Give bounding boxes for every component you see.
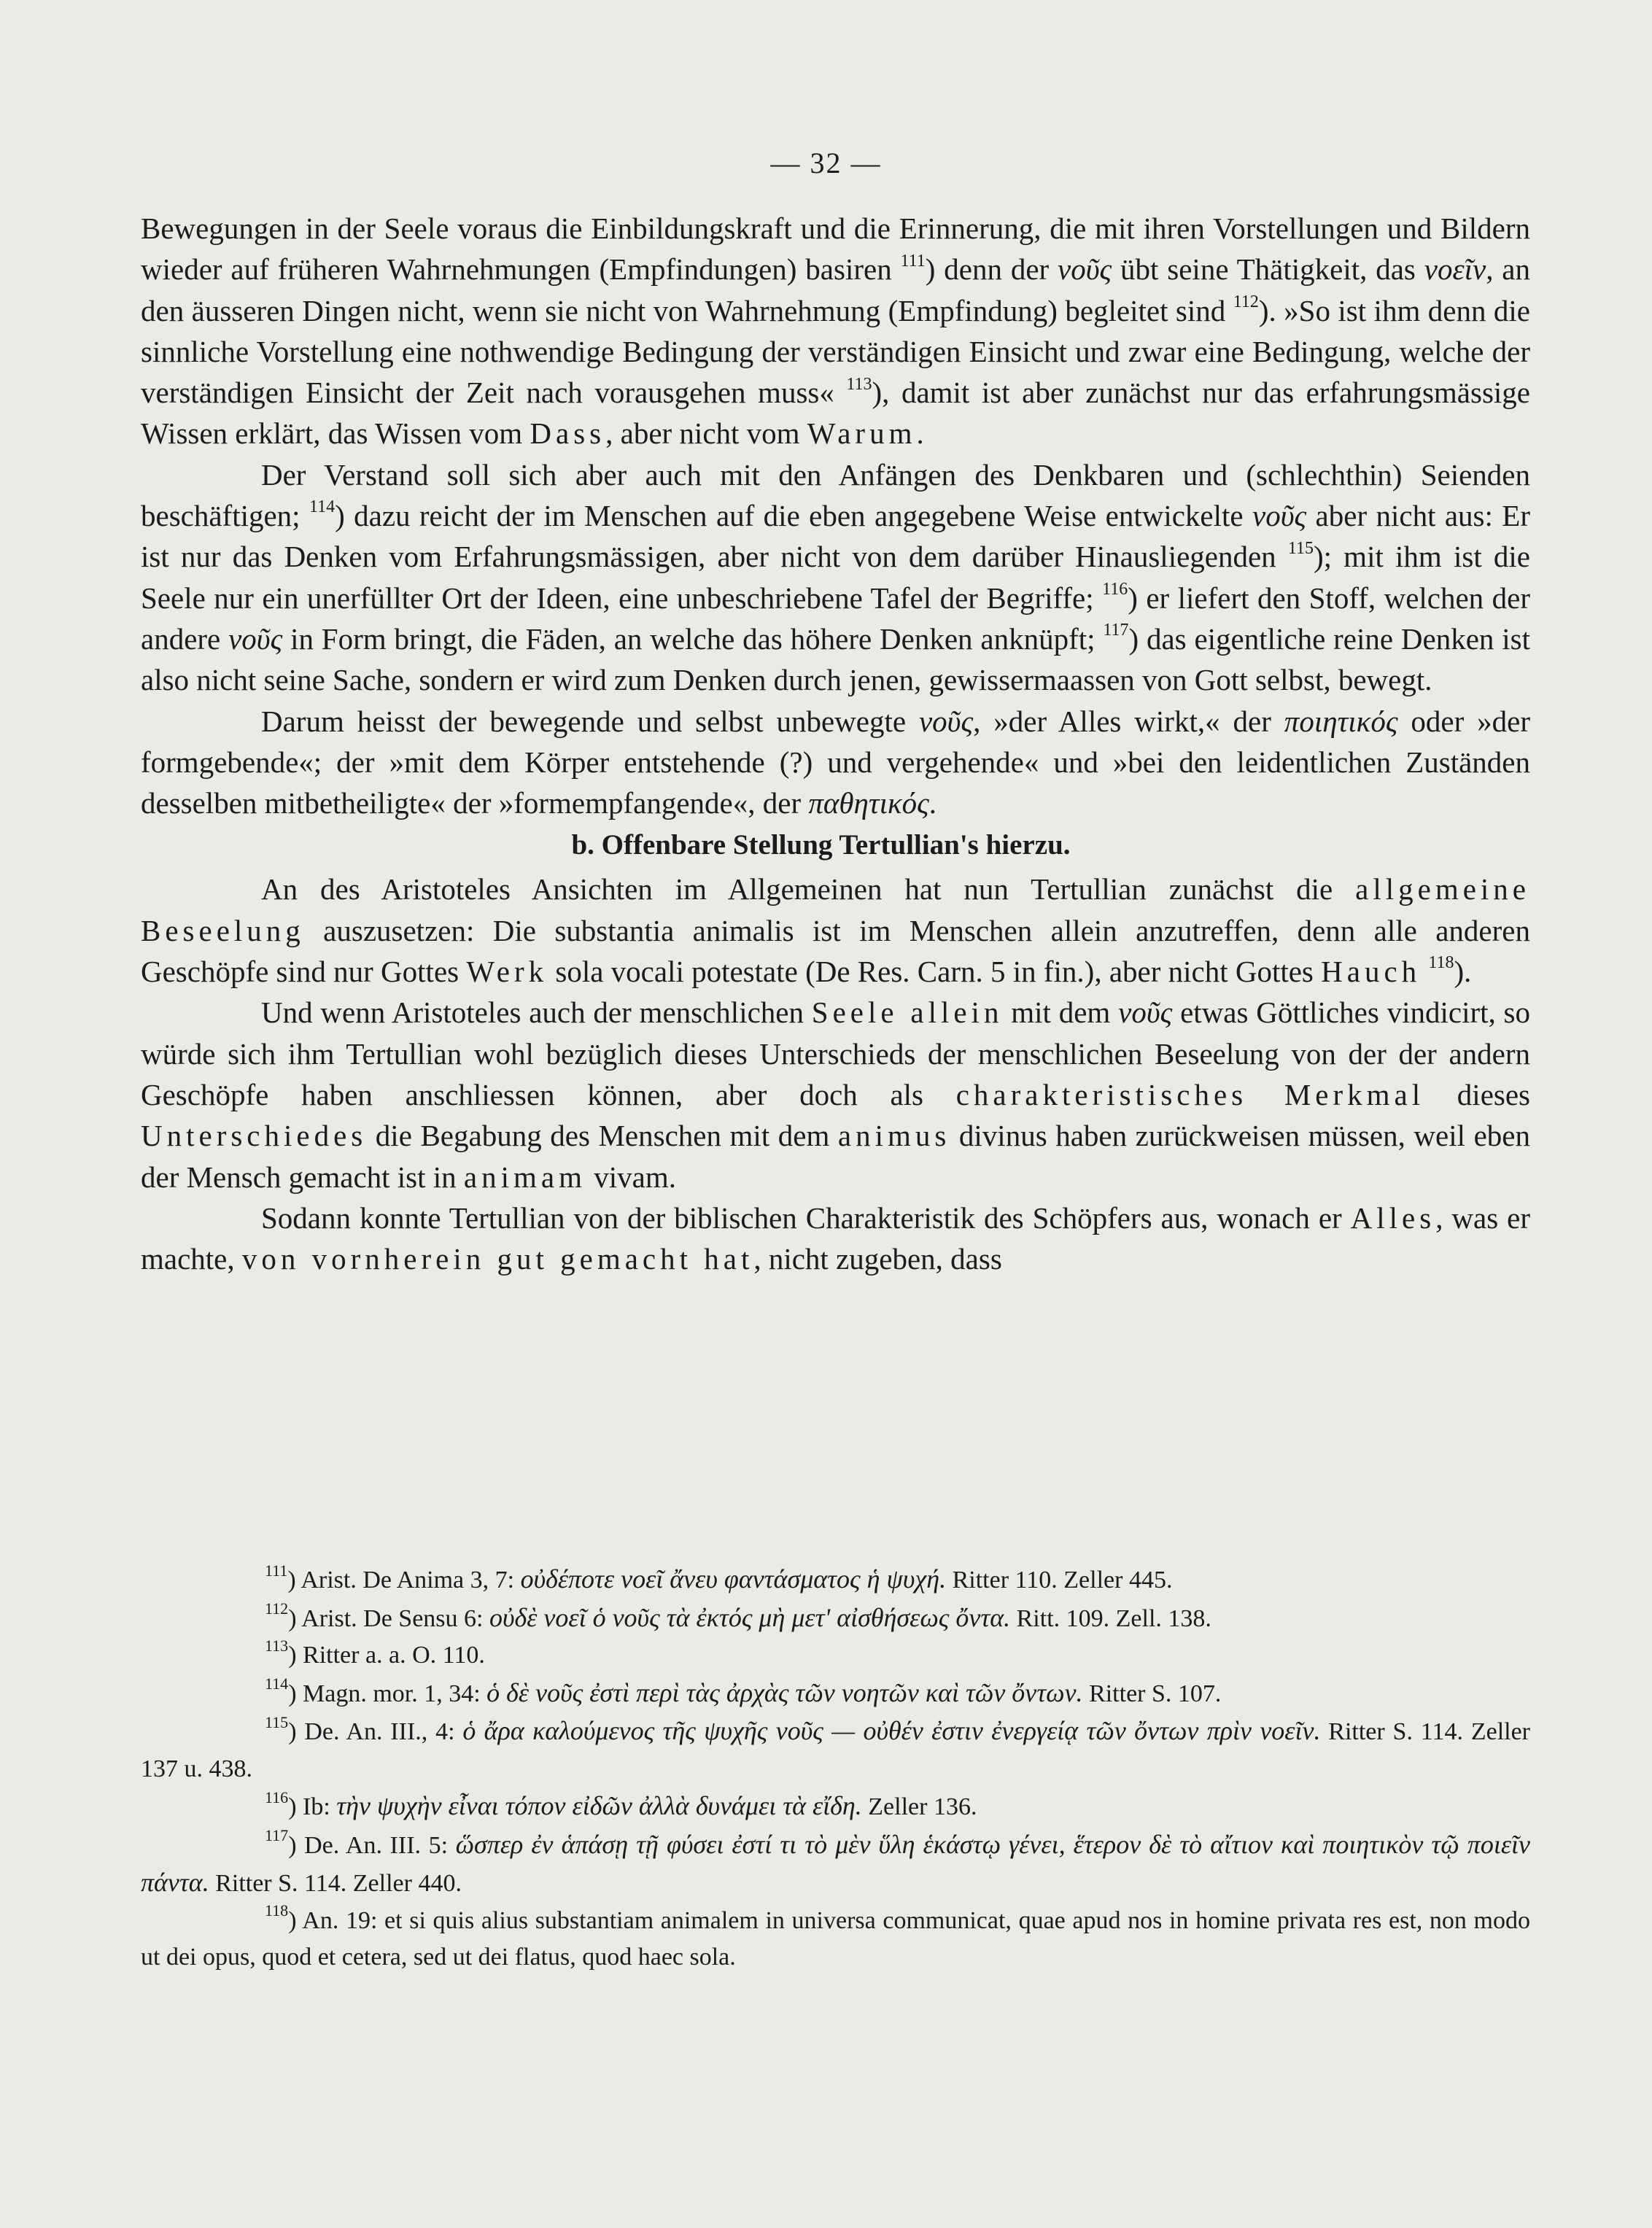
main-text <box>141 208 1530 1279</box>
text-run: Und wenn Aristoteles auch der menschlichen <box>261 995 812 1030</box>
text-run: Darum heisst der bewegende und selbst unbewegte <box>261 704 919 738</box>
greek-term: ὁ δὲ νοῦς ἐστὶ περὶ τὰς ἀρχὰς τῶν νοητῶν καὶ τῶν ὄντων. <box>486 1677 1083 1707</box>
greek-term: ὥσπερ ἐν ἁπάσῃ τῇ φύσει ἐστί τι τὸ μὲν ὕλη ἑκάστῳ γένει, ἕτερον δὲ τὸ αἴτιον καὶ ποιητικὸν τῷ ποιεῖν πάντα. <box>141 1829 1530 1897</box>
text-run: ) dazu reicht der im Menschen auf die eben angegebene Weise entwickelte <box>335 499 1252 533</box>
footnote-marker: 117 <box>1103 621 1129 640</box>
text-run: ) das eigentliche reine Denken ist also nicht seine Sache, sondern er wird zum Denken durch jenen, gewissermaassen von Gott selbst, bewegt. <box>141 621 1531 697</box>
spaced-emphasis: von vornherein gut gemacht hat <box>241 1242 754 1276</box>
text-run: divinus haben zurückweisen müssen, weil eben der Mensch gemacht ist in <box>141 1119 1530 1194</box>
text-run: ) Arist. De Anima 3, 7: <box>287 1567 521 1594</box>
spaced-emphasis: Seele allein <box>811 995 1004 1030</box>
text-run: ) De. An. III., 4: <box>288 1718 463 1745</box>
spaced-emphasis: Werk <box>466 955 548 989</box>
body-paragraph <box>141 1198 1530 1280</box>
section-heading: b. Offenbare Stellung Tertullian's hierzu. <box>571 829 1071 861</box>
greek-term: νοῦς <box>918 704 974 738</box>
text-run: , was er machte, <box>141 1200 1530 1276</box>
text-run: Ritter S. 114. Zeller 440. <box>209 1870 462 1897</box>
text-run: , »der Alles wirkt,« der <box>973 704 1284 738</box>
footnote <box>141 1712 1530 1788</box>
text-run: Ritter S. 114. Zeller 137 u. 438. <box>141 1718 1530 1782</box>
spaced-emphasis: Hauch <box>1321 955 1422 989</box>
spaced-emphasis: charakteristisches Merkmal <box>955 1077 1425 1111</box>
footnote-marker: 115 <box>265 1712 289 1731</box>
text-run: ) denn der <box>925 252 1058 287</box>
footnote-marker: 114 <box>265 1674 289 1693</box>
footnote-marker: 118 <box>1428 953 1454 973</box>
footnote-marker: 112 <box>1233 292 1259 311</box>
text-run: Ritt. 109. Zell. 138. <box>1010 1604 1211 1632</box>
text-run: übt seine Thätigkeit, das <box>1112 252 1424 287</box>
body-paragraph <box>141 992 1530 1197</box>
text-run <box>1421 955 1428 988</box>
spaced-emphasis: Warum <box>807 416 917 451</box>
footnote-marker: 115 <box>1287 538 1314 558</box>
footnote <box>141 1637 1530 1674</box>
footnote-marker: 116 <box>1102 580 1128 599</box>
footnotes <box>141 1561 1530 1976</box>
text-run: mit dem <box>1003 995 1119 1030</box>
spaced-emphasis: Dass <box>530 416 606 451</box>
greek-term: νοῦς <box>1252 499 1307 533</box>
greek-term: οὐδὲ νοεῖ ὁ νοῦς τὰ ἐκτός μὴ μετ' αἰσθήσεως ὄντα. <box>489 1602 1011 1632</box>
text-run: in Form bringt, die Fäden, an welche das höhere Denken anknüpft; <box>282 621 1104 656</box>
text-run: sola vocali potestate (De Res. Carn. 5 in fin.), aber nicht Gottes <box>548 955 1322 989</box>
text-run: die Begabung des Menschen mit dem <box>367 1119 838 1153</box>
footnote-marker: 112 <box>265 1599 289 1618</box>
greek-term: νοῦς <box>228 621 283 656</box>
spaced-emphasis: animam <box>463 1160 586 1194</box>
text-run: Sodann konnte Tertullian von der biblischen Charakteristik des Schöpfers aus, wonach er <box>261 1200 1351 1235</box>
footnote-marker: 114 <box>309 497 336 517</box>
footnote-marker: 118 <box>265 1901 289 1920</box>
text-run: Zeller 136. <box>861 1793 977 1820</box>
text-run: ), damit ist aber zunächst nur das erfahrungsmässige Wissen erklärt, das Wissen vom <box>141 376 1530 451</box>
text-run: Bewegungen in der Seele voraus die Einbildungskraft und die Erinnerung, die mit ihren Vorstellungen und Bildern wieder auf früheren Wahrnehmungen (Empfindungen) basiren <box>141 211 1530 287</box>
text-run: ) Arist. De Sensu 6: <box>288 1604 489 1632</box>
footnote <box>141 1599 1530 1638</box>
body-paragraph <box>141 208 1530 454</box>
footnote <box>141 1788 1530 1826</box>
footnote-marker: 111 <box>900 251 926 271</box>
text-run: ). <box>1454 955 1472 989</box>
text-run: dieses <box>1424 1077 1530 1111</box>
footnote-marker: 116 <box>265 1788 289 1806</box>
body-paragraph <box>141 869 1530 992</box>
text-run: ) Magn. mor. 1, 34: <box>288 1680 487 1707</box>
text-run: ). »So ist ihm denn die sinnliche Vorstellung eine nothwendige Bedingung der verständigen Einsicht und zwar eine Bedingung, welche der verständigen Einsicht der Zeit nach vorausgehen muss« <box>141 293 1530 410</box>
greek-term: παθητικός <box>808 786 929 820</box>
text-run: Der Verstand soll sich aber auch mit den Anfängen des Denkbaren und (schlechthin) Seienden beschäftigen; <box>141 457 1530 533</box>
text-run: vivam. <box>586 1160 676 1194</box>
footnote-marker: 111 <box>265 1561 288 1580</box>
text-run: Ritter 110. Zeller 445. <box>946 1567 1173 1594</box>
footnote <box>141 1826 1530 1903</box>
text-run: auszusetzen: Die substantia animalis ist im Menschen allein anzutreffen, denn alle anderen Geschöpfe sind nur Gottes <box>141 913 1530 989</box>
text-run: ); mit ihm ist die Seele nur ein unerfüllter Ort der Ideen, eine unbeschriebene Tafel der Begriffe; <box>141 540 1530 615</box>
footnote-marker: 117 <box>265 1826 289 1845</box>
spaced-emphasis: allgemeine Beseelung <box>141 872 1530 947</box>
greek-term: νοῦς <box>1118 995 1173 1030</box>
text-run: etwas Göttliches vindicirt, so würde sich ihm Tertullian wohl bezüglich dieses Unterschieds der menschlichen Beseelung von der der andern Geschöpfe haben anschliessen können, aber doch als <box>141 995 1531 1111</box>
text-run: . <box>928 786 937 820</box>
body-paragraph <box>141 701 1530 824</box>
text-run: An des Aristoteles Ansichten im Allgemeinen hat nun Tertullian zunächst die <box>261 872 1356 907</box>
greek-term: οὐδέποτε νοεῖ ἄνευ φαντάσματος ἡ ψυχή. <box>520 1564 947 1594</box>
text-run: oder »der formgebende«; der »mit dem Körper entstehende (?) und vergehende« und »bei den leidentlichen Zuständen desselben mitbetheiligte« der »formempfangende«, der <box>141 704 1531 820</box>
text-run: . <box>916 416 924 451</box>
text-run: ) er liefert den Stoff, welchen der andere <box>141 581 1530 656</box>
footnote <box>141 1674 1530 1713</box>
greek-term: νοεῖν <box>1424 252 1486 287</box>
text-run: aber nicht aus: Er ist nur das Denken vom Erfahrungsmässigen, aber nicht von dem darüber Hinausliegenden <box>141 499 1530 574</box>
text-run: ) An. 19: et si quis alius substantiam animalem in universa communicat, quae apud nos in homine privata res est, non modo ut dei opus, quod et cetera, sed ut dei flatus, quod haec sola. <box>141 1906 1530 1971</box>
text-run: Ritter S. 107. <box>1082 1680 1222 1707</box>
body-paragraph <box>141 454 1530 701</box>
text-run: , aber nicht vom <box>605 416 807 451</box>
footnote <box>141 1903 1530 1976</box>
footnote-marker: 113 <box>846 374 872 394</box>
text-run: ) Ritter a. a. O. 110. <box>288 1642 485 1669</box>
text-run: ) De. An. III. 5: <box>288 1831 456 1859</box>
spaced-emphasis: Unterschiedes <box>141 1119 368 1153</box>
footnote-marker: 113 <box>265 1636 289 1655</box>
text-run: ) Ib: <box>288 1793 337 1820</box>
page-number: — 32 — <box>770 147 882 179</box>
greek-term: ὁ ἄρα καλούμενος τῆς ψυχῆς νοῦς — οὐθέν ἐστιν ἐνεργείᾳ τῶν ὄντων πρὶν νοεῖν. <box>462 1716 1321 1745</box>
footnote <box>141 1561 1530 1599</box>
greek-term: τὴν ψυχὴν εἶναι τόπον εἰδῶν ἀλλὰ δυνάμει τὰ εἴδη. <box>336 1791 862 1820</box>
spaced-emphasis: animus <box>837 1119 951 1153</box>
greek-term: ποιητικός <box>1284 704 1398 738</box>
spaced-emphasis: Alles <box>1350 1200 1436 1235</box>
greek-term: νοῦς <box>1058 252 1112 287</box>
text-run: , nicht zugeben, dass <box>753 1242 1002 1276</box>
text-run: , an den äusseren Dingen nicht, wenn sie nicht von Wahrnehmung (Empfindung) begleitet sind <box>141 252 1531 327</box>
